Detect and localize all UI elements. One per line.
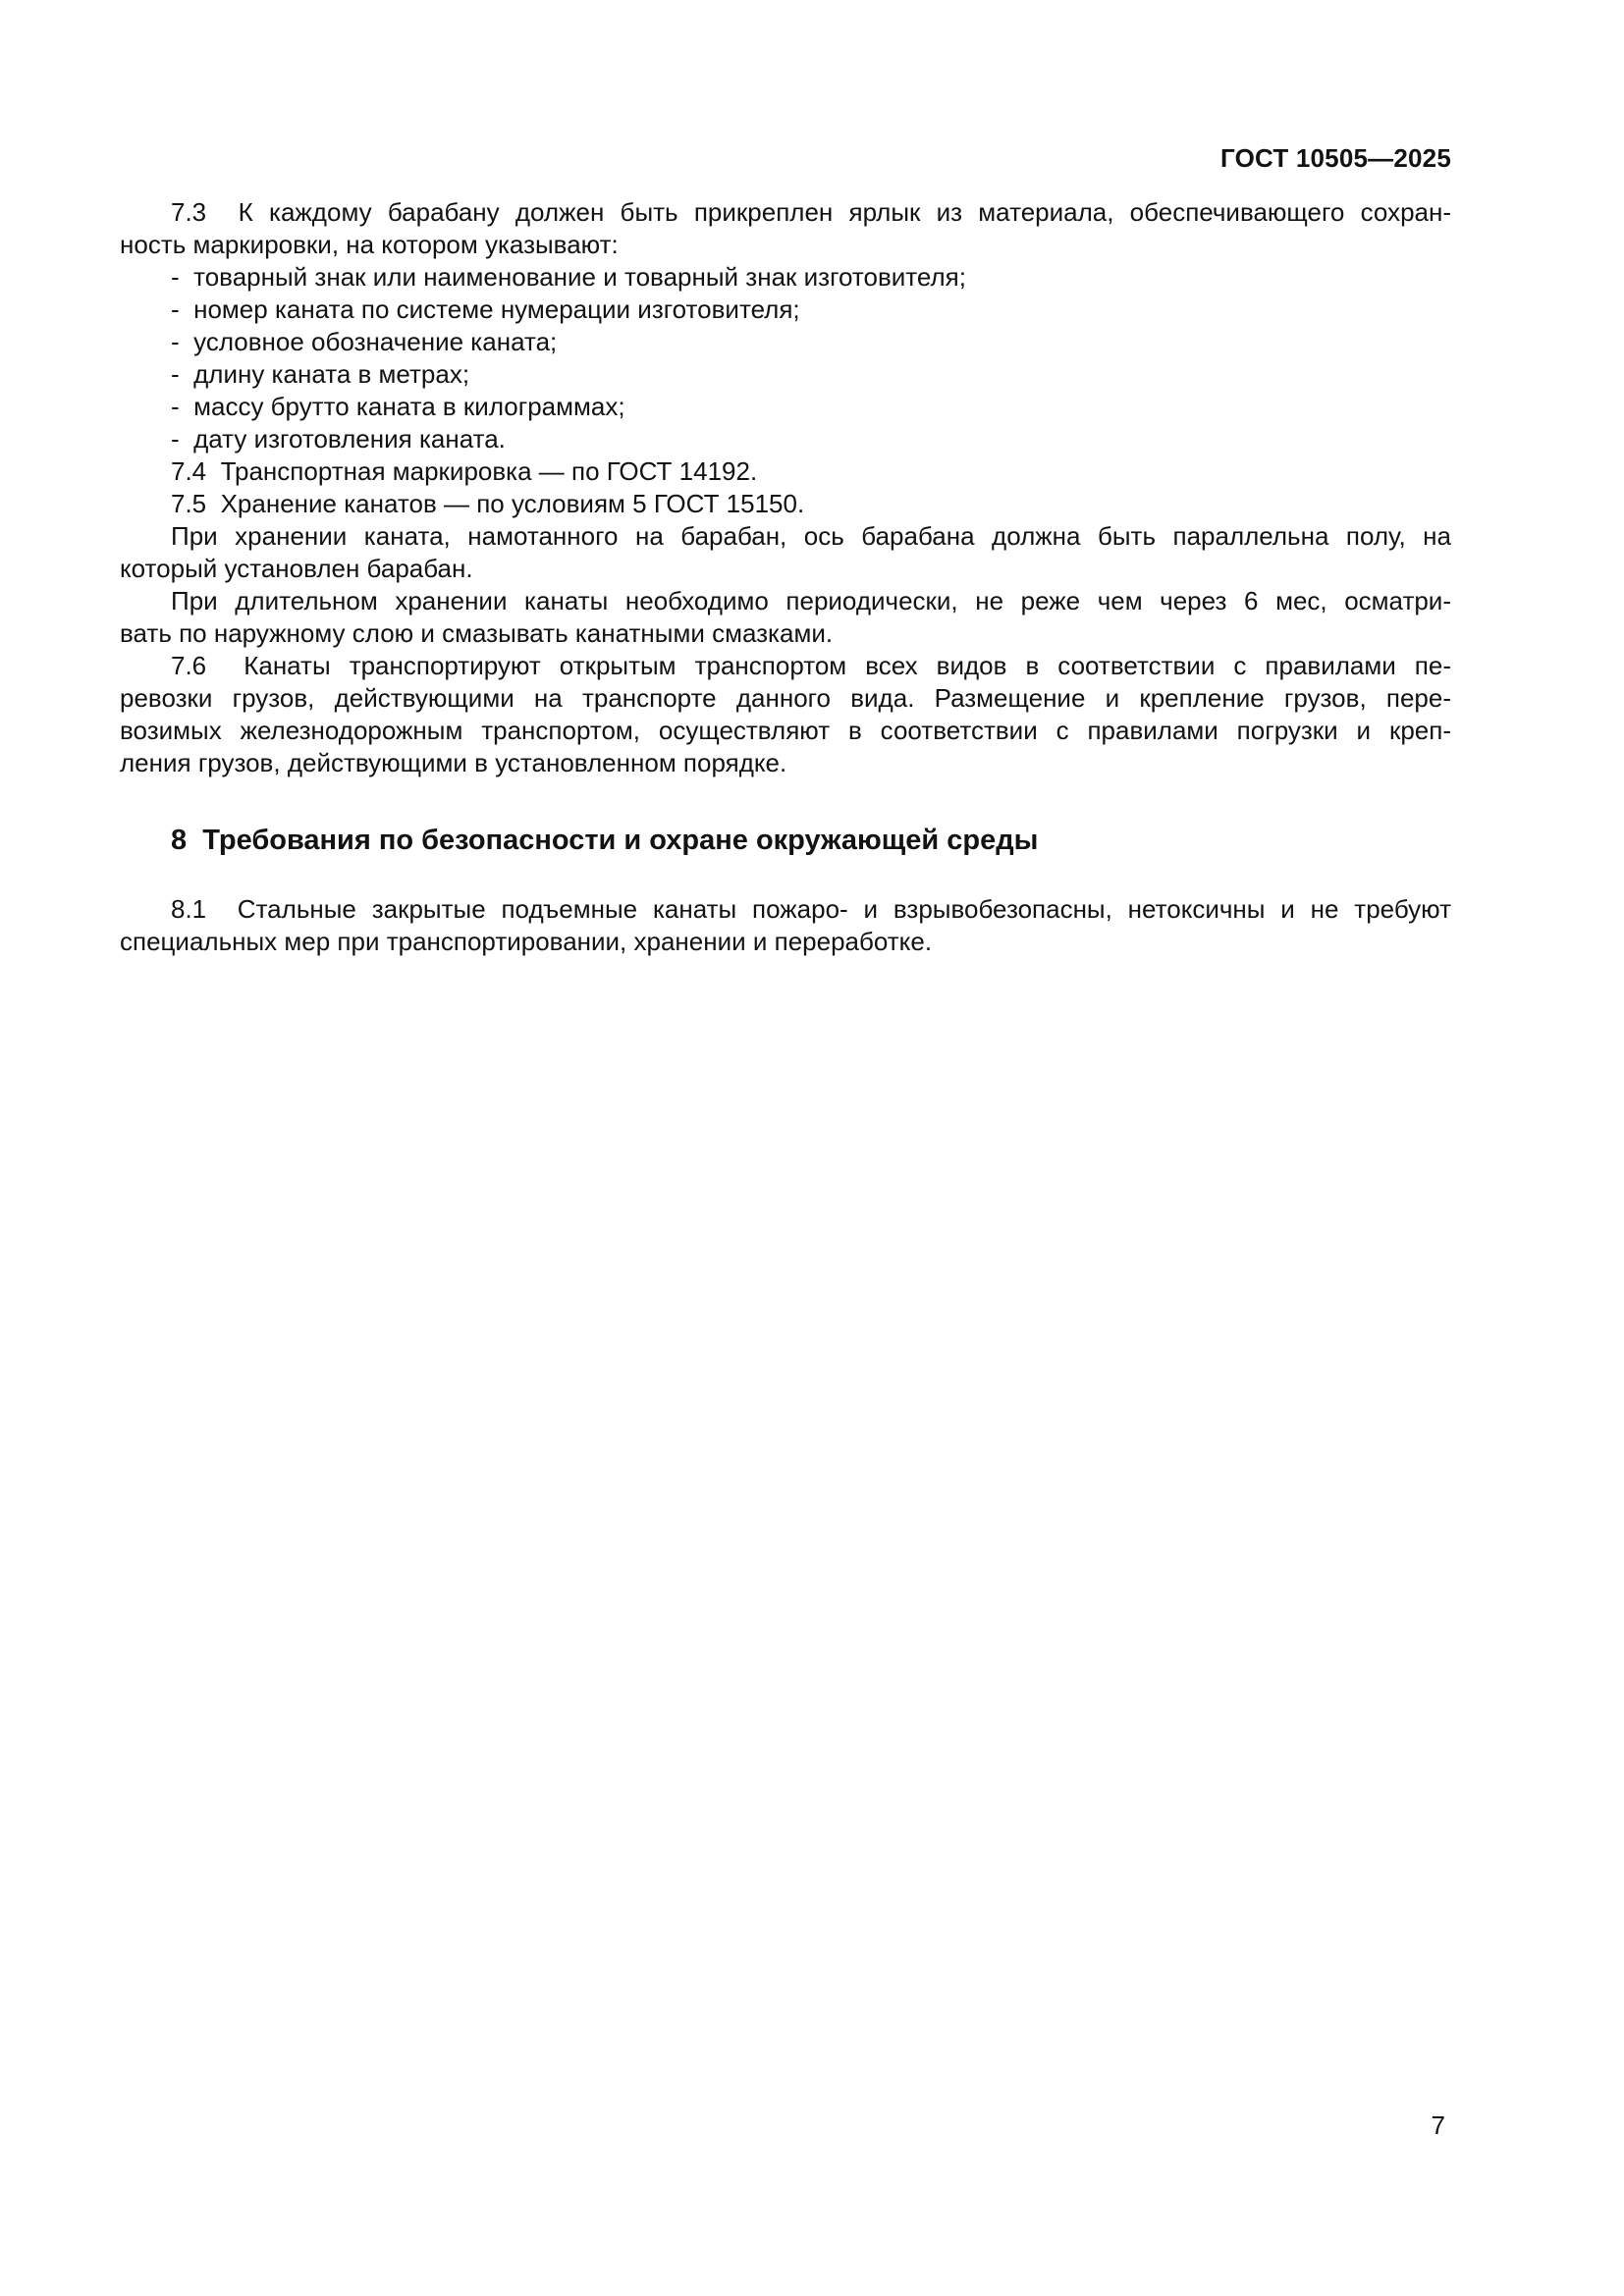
document-body	[120, 196, 1451, 958]
para-7-6-line-4: ления грузов, действующими в установленном порядке.	[120, 748, 787, 777]
list-item: - дату изготовления каната.	[171, 424, 506, 454]
para-8-1-line-1: 8.1 Стальные закрытые подъемные канаты пожаро- и взрывобезопасны, нетоксичны и не требуют	[171, 894, 1451, 924]
para-7-3-line-1: 7.3 К каждому барабану должен быть прикреплен ярлык из материала, обеспечивающего сохран-	[171, 197, 1451, 227]
para-7-4: 7.4 Транспортная маркировка — по ГОСТ 14192.	[171, 456, 758, 486]
section-8-heading: 8 Требования по безопасности и охране окружающей среды	[171, 825, 1039, 856]
para-storage-line-1: При хранении каната, намотанного на барабан, ось барабана должна быть параллельна полу, на	[171, 521, 1451, 551]
para-longterm-line-2: вать по наружному слою и смазывать канатными смазками.	[120, 618, 834, 648]
page-number: 7	[1431, 2110, 1445, 2140]
list-item: - товарный знак или наименование и товарный знак изготовителя;	[171, 262, 966, 292]
para-7-6-line-2: ревозки грузов, действующими на транспорте данного вида. Размещение и крепление грузов, пере-	[120, 683, 1451, 713]
list-item: - условное обозначение каната;	[171, 327, 558, 356]
para-8-1-line-2: специальных мер при транспортировании, хранении и переработке.	[120, 927, 933, 956]
list-item: - длину каната в метрах;	[171, 359, 470, 389]
para-7-6-line-3: возимых железнодорожным транспортом, осуществляют в соответствии с правилами погрузки и креп-	[120, 716, 1451, 745]
doc-footer	[1432, 2110, 1445, 2141]
list-item: - массу брутто каната в килограммах;	[171, 392, 625, 421]
para-longterm-line-1: При длительном хранении канаты необходимо периодически, не реже чем через 6 мес, осматри-	[171, 586, 1451, 615]
para-7-6-line-1: 7.6 Канаты транспортируют открытым транспортом всех видов в соответствии с правилами пе-	[171, 651, 1451, 680]
list-item: - номер каната по системе нумерации изготовителя;	[171, 294, 800, 324]
para-7-3-line-2: ность маркировки, на котором указывают:	[120, 230, 619, 259]
doc-number: ГОСТ 10505—2025	[1220, 143, 1451, 173]
para-7-5: 7.5 Хранение канатов — по условиям 5 ГОСТ 15150.	[171, 489, 805, 518]
para-storage-line-2: который установлен барабан.	[120, 554, 473, 583]
doc-header	[120, 143, 1451, 174]
